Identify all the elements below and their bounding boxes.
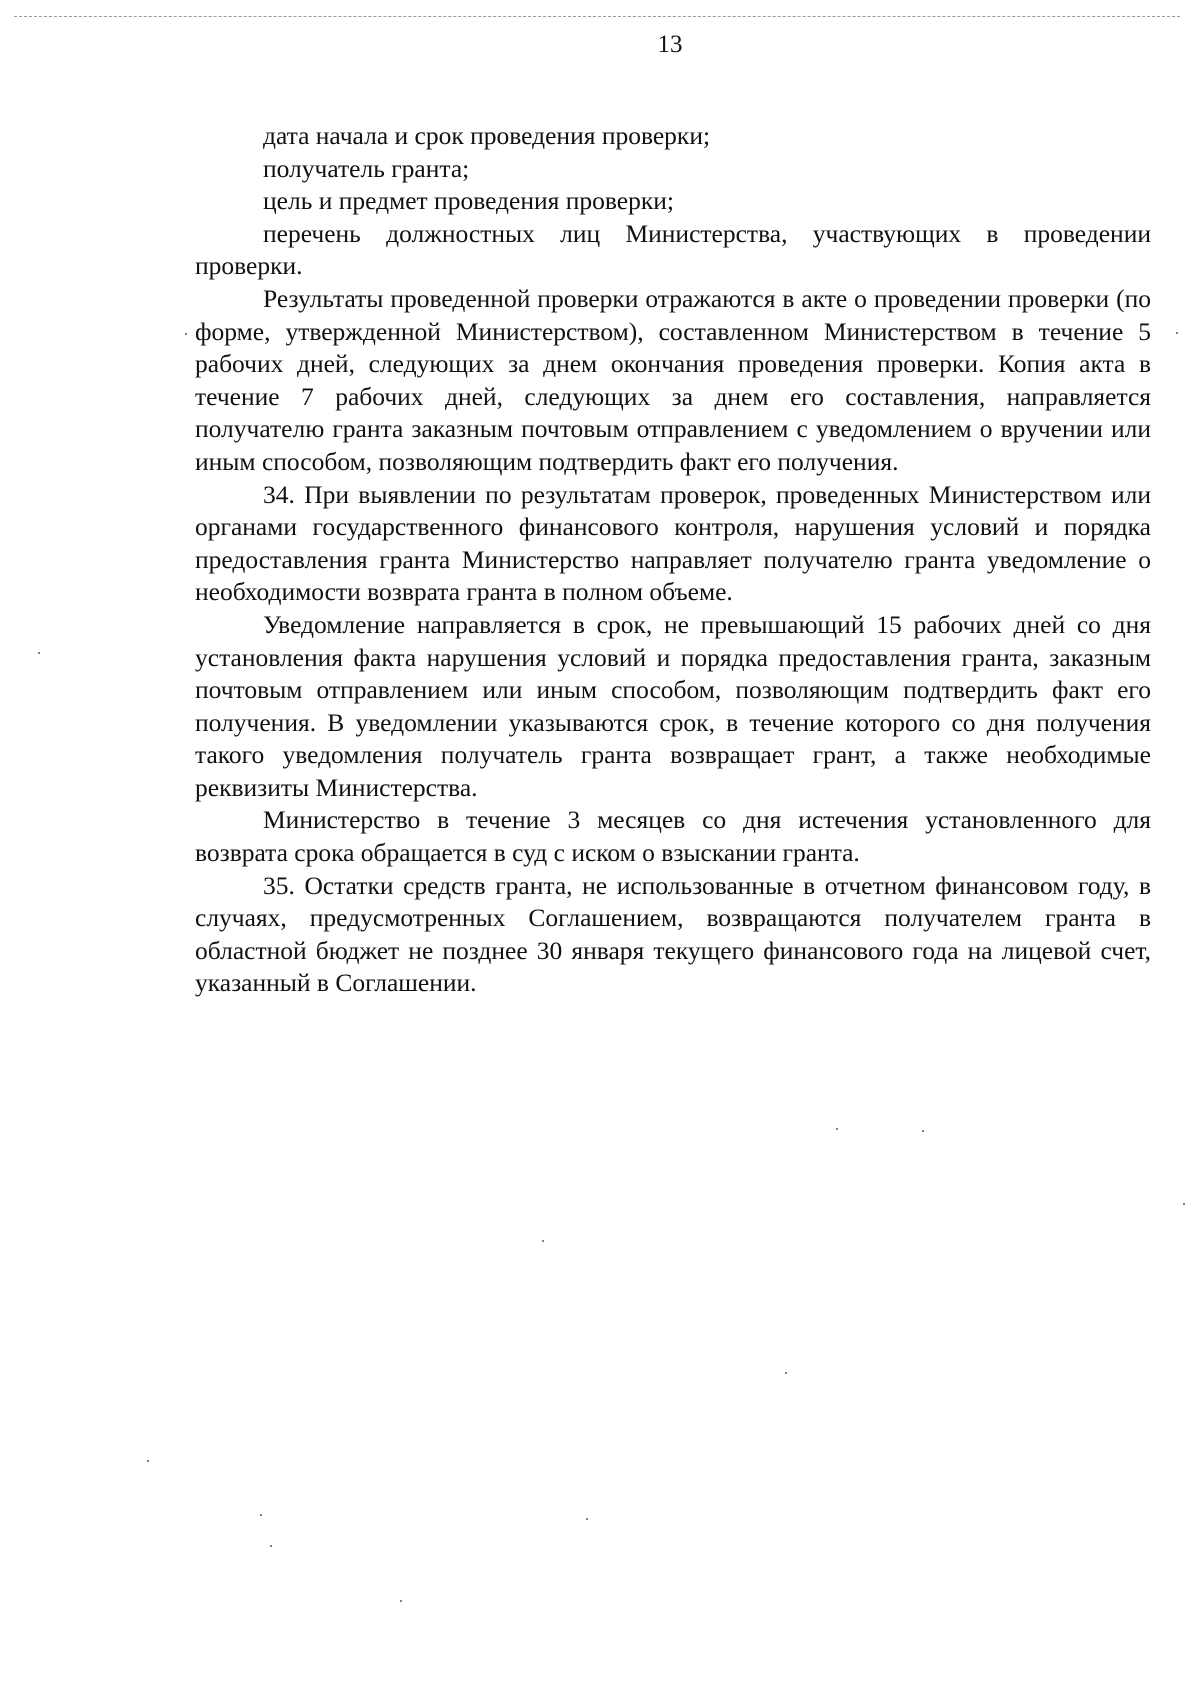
scan-edge-line [14, 16, 1180, 17]
scan-speck [260, 1514, 262, 1516]
scan-speck [586, 1518, 588, 1520]
scan-speck [836, 1128, 838, 1130]
list-item-purpose: цель и предмет проведения проверки; [263, 186, 674, 216]
paragraph-inspection-results: Результаты проведенной проверки отражаются в акте о проведении проверки (по форме, утвержденной Министерством), составленном Министерством в течение 5 рабочих дней, следующих за днем окончания проведения проверки. Копия акта в течение 7 рабочих дней, следующих за днем его составления, направляется получателю гранта заказным почтовым отправлением с уведомлением о вручении или иным способом, позволяющим подтвердить факт его получения. [195, 283, 1151, 476]
scan-speck [1183, 1203, 1185, 1205]
scan-speck [542, 1240, 544, 1242]
paragraph-court-claim: Министерство в течение 3 месяцев со дня истечения установленного для возврата срока обращается в суд с иском о взыскании гранта. [195, 805, 1151, 868]
document-body [195, 120, 1151, 1000]
list-item-grant-recipient: получатель гранта; [263, 153, 470, 183]
scan-speck [147, 1460, 149, 1462]
page-number: 13 [657, 31, 683, 58]
scan-speck [270, 1545, 272, 1547]
scan-speck [185, 333, 187, 335]
list-item-officials: перечень должностных лиц Министерства, участвующих в проведении проверки. [195, 218, 1151, 281]
scan-speck [785, 1372, 787, 1374]
paragraph-35: 35. Остатки средств гранта, не использованные в отчетном финансовом году, в случаях, предусмотренных Соглашением, возвращаются получателем гранта в областной бюджет не позднее 30 января текущего финансового года на лицевой счет, указанный в Соглашении. [195, 870, 1151, 998]
paragraph-34: 34. При выявлении по результатам проверок, проведенных Министерством или органами государственного финансового контроля, нарушения условий и порядка предоставления гранта Министерство направляет получателю гранта уведомление о необходимости возврата гранта в полном объеме. [195, 479, 1151, 607]
scan-speck [38, 652, 40, 654]
scan-speck [400, 1600, 402, 1602]
scan-speck [1176, 332, 1178, 334]
paragraph-notification: Уведомление направляется в срок, не превышающий 15 рабочих дней со дня установления факта нарушения условий и порядка предоставления гранта, заказным почтовым отправлением или иным способом, позволяющим подтвердить факт его получения. В уведомлении указываются срок, в течение которого со дня получения такого уведомления получатель гранта возвращает грант, а также необходимые реквизиты Министерства. [195, 609, 1151, 802]
scan-speck [922, 1130, 924, 1132]
list-item-start-date: дата начала и срок проведения проверки; [263, 121, 711, 150]
